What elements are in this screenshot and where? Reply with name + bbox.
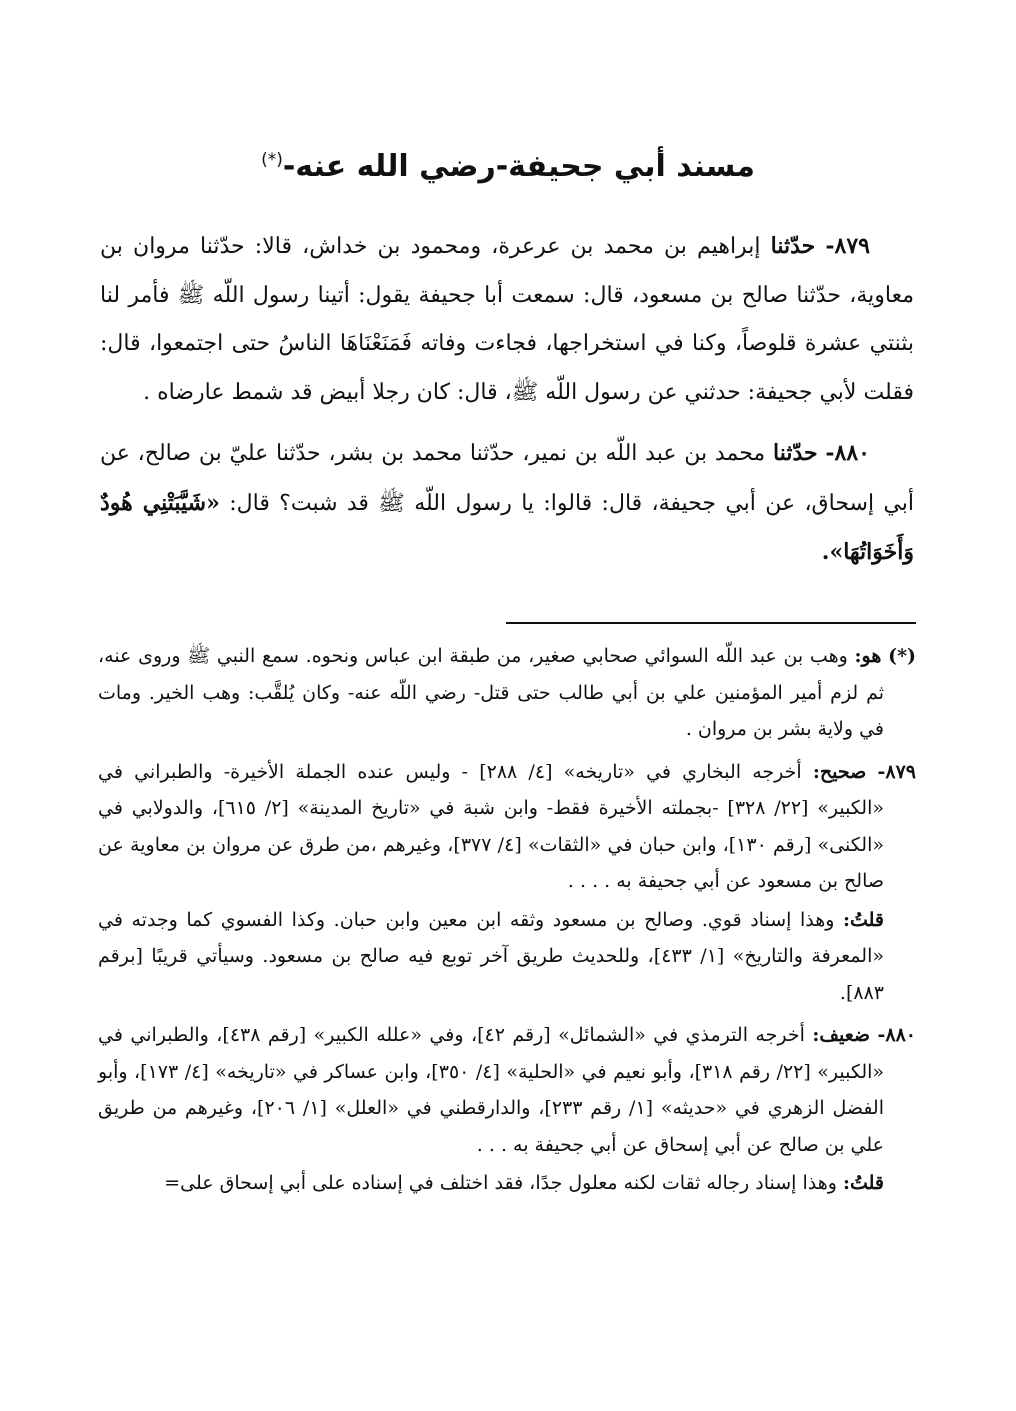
title-text: مسند أبي جحيفة-رضي الله عنه- (282, 149, 755, 184)
hadith-lead: حدّثنا (770, 233, 816, 259)
footnote-879 (98, 754, 916, 900)
hadith-quote: «شَيَّبَتْنِي هُودٌ وَأَخَوَاتُهَا». (100, 489, 914, 565)
footnote-label: صحيح: (812, 760, 867, 783)
hadith-880 (100, 429, 914, 578)
footnote-marker: ٨٨٠- (877, 1024, 916, 1046)
comment-label: قلتُ: (842, 1172, 884, 1194)
footnote-text: أخرجه الترمذي في «الشمائل» [رقم ٤٢]، وفي «علله الكبير» [رقم ٤٣٨]، والطبراني في «الكبير» [٢٢/ رقم ٣١٨]، وأبو نعيم في «الحلية» [٤/ ٣٥٠]، وابن عساكر في «تاريخه» [٤/ ١٧٣]، وأبو الفضل الزهري في «حديثه» [١/ رقم ٢٣٣]، والدارقطني في «العلل» [١/ ٢٠٦]، وغيرهم من طريق علي بن صالح عن أبي إسحاق عن أبي جحيفة به . . . (98, 1024, 885, 1156)
hadith-text: محمد بن عبد اللّه بن نمير، حدّثنا محمد بن بشر، حدّثنا عليّ بن صالح، عن أبي إسحاق، عن أبي جحيفة، قال: قالوا: يا رسول اللّه ﷺ قد شبت؟ قال: (100, 441, 915, 516)
hadith-lead: حدّثنا (772, 440, 818, 466)
footnote-880-comment (98, 1165, 916, 1202)
main-text (100, 222, 914, 578)
comment-text: وهذا إسناد قوي. وصالح بن مسعود وثقه ابن معين وابن حبان. وكذا الفسوي كما وجدته في «المعرفة والتاريخ» [١/ ٤٣٣]، وللحديث طريق آخر توبع فيه صالح بن مسعود. وسيأتي قريبًا [برقم ٨٨٣]. (98, 908, 884, 1004)
footnote-marker: ٨٧٩- (877, 760, 916, 783)
footnote-label: هو: (854, 645, 882, 667)
footnote-companion (98, 638, 916, 748)
comment-text: وهذا إسناد رجاله ثقات لكنه معلول جدًا، فقد اختلف في إسناده على أبي إسحاق على= (164, 1172, 837, 1194)
footnote-marker: (*) (888, 645, 917, 667)
hadith-number: ٨٧٩- (825, 233, 870, 259)
page-title (0, 140, 1016, 187)
hadith-text: إبراهيم بن محمد بن عرعرة، ومحمود بن خداش، قالا: حدّثنا مروان بن معاوية، حدّثنا صالح بن مسعود، قال: سمعت أبا جحيفة يقول: أتينا رسول اللّه ﷺ فأمر لنا بثنتي عشرة قلوصاً، وكنا في استخراجها، فجاءت وفاته فَمَنَعْنَاهَا الناسُ حتى اجتمعوا، قال: فقلت لأبي جحيفة: حدثني عن رسول اللّه ﷺ، قال: كان رجلا أبيض قد شمط عارضاه . (100, 234, 914, 405)
footnote-label: ضعيف: (812, 1024, 871, 1046)
footnote-text: وهب بن عبد اللّه السوائي صحابي صغير، من طبقة ابن عباس ونحوه. سمع النبي ﷺ وروى عنه، ثم لزم أمير المؤمنين علي بن أبي طالب حتى قتل- رضي اللّه عنه- وكان يُلقَّب: وهب الخير. ومات في ولاية بشر بن مروان . (98, 645, 885, 740)
title-footnote-marker: (*) (261, 150, 283, 170)
footnote-separator (506, 622, 916, 624)
footnote-879-comment (98, 902, 916, 1012)
footnote-text: أخرجه البخاري في «تاريخه» [٤/ ٢٨٨] - وليس عنده الجملة الأخيرة- والطبراني في «الكبير» [٢٢/ ٣٢٨] -بجملته الأخيرة فقط- وابن شبة في «تاريخ المدينة» [٢/ ٦١٥]، والدولابي في «الكنى» [رقم ١٣٠]، وابن حبان في «الثقات» [٤/ ٣٧٧]، وغيرهم ،من طرق عن مروان بن معاوية عن صالح بن مسعود عن أبي جحيفة به . . . . (98, 760, 884, 892)
footnotes (98, 638, 916, 1202)
footnote-880 (98, 1017, 916, 1163)
hadith-number: ٨٨٠- (825, 440, 870, 466)
hadith-879 (100, 222, 914, 417)
comment-label: قلتُ: (842, 908, 884, 931)
